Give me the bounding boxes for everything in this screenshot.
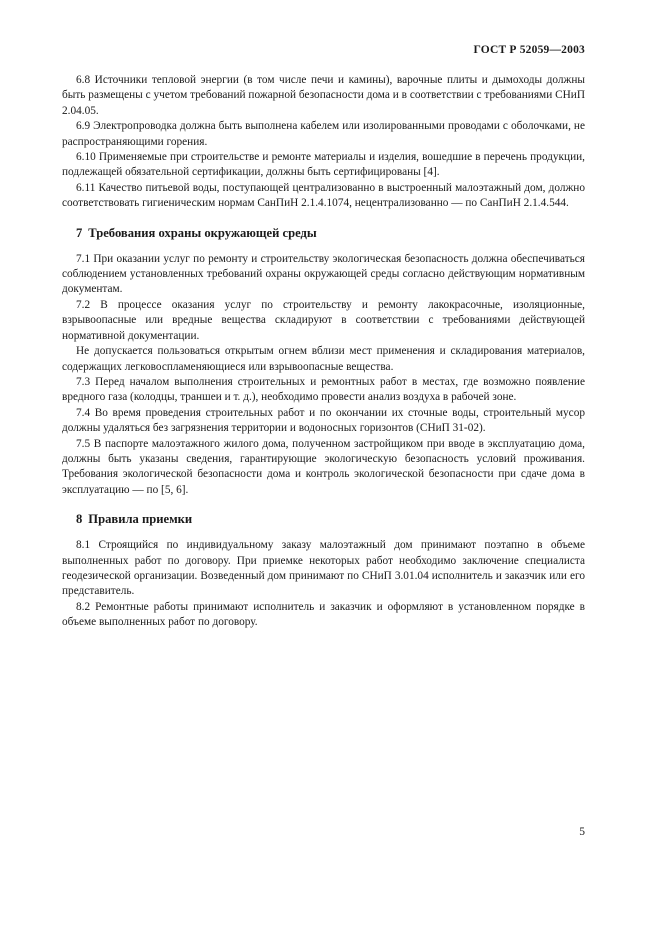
section-8-number: 8: [76, 512, 83, 527]
paragraph-6-8: 6.8 Источники тепловой энергии (в том числе печи и камины), варочные плиты и дымоходы должны быть размещены с учетом требований пожарной безопасности дома и в соответствии с требованиями СНиП 2.04.05.: [62, 74, 585, 117]
page-content: [62, 73, 585, 631]
page-number: 5: [579, 826, 585, 838]
section-8-heading: [62, 511, 585, 527]
paragraph-8-2: 8.2 Ремонтные работы принимают исполнитель и заказчик и оформляют в установленном порядке в объеме выполненных работ по договору.: [62, 600, 585, 629]
paragraph-7-5: 7.5 В паспорте малоэтажного жилого дома, полученном застройщиком при вводе в эксплуатацию дома, должны быть указаны сведения, гарантирующие экологическую безопасность условий проживания. Требования экологической безопасности дома и контроль экологической безопасности при сдаче дома в эксплуатацию — по [5, 6].: [62, 437, 585, 496]
paragraph-7-3: 7.3 Перед началом выполнения строительных и ремонтных работ в местах, где возможно появление вредного газа (колодцы, траншеи и т. д.), необходимо провести анализ воздуха в рабочей зоне.: [62, 375, 585, 404]
document-code-header: ГОСТ Р 52059—2003: [473, 44, 585, 56]
section-7-number: 7: [76, 225, 83, 240]
section-7-heading: [62, 225, 585, 241]
section-7-title: Требования охраны окружающей среды: [88, 225, 317, 240]
paragraph-6-9: 6.9 Электропроводка должна быть выполнена кабелем или изолированными проводами с оболочками, не распространяющими горения.: [62, 120, 585, 148]
paragraph-7-4: 7.4 Во время проведения строительных работ и по окончании их сточные воды, строительный мусор должны удаляться без загрязнения территории и водоносных горизонтов (СНиП 31-02).: [62, 406, 585, 435]
section-8-title: Правила приемки: [88, 512, 193, 527]
paragraph-6-11: 6.11 Качество питьевой воды, поступающей централизованно в выстроенный малоэтажный дом, должно соответствовать гигиеническим нормам СанПиН 2.1.4.1074, нецентрализованно — по СанПиН 2.1.4.544.: [62, 181, 585, 210]
paragraph-7-1: 7.1 При оказании услуг по ремонту и строительству экологическая безопасность должна обеспечиваться соблюдением установленных требований охраны окружающей среды согласно действующим нормативным документам.: [62, 252, 585, 296]
paragraph-8-1: 8.1 Строящийся по индивидуальному заказу малоэтажный дом принимают поэтапно в объеме выполненных работ по договору. При приемке некоторых работ необходимо заключение специалиста геодезической организации. Возведенный дом принимают по СНиП 3.01.04 исполнитель и заказчик или его представитель.: [62, 539, 585, 598]
paragraph-7-2: 7.2 В процессе оказания услуг по строительству и ремонту лакокрасочные, изоляционные, взрывоопасные или вредные вещества складируют в соответствии с требованиями действующей нормативной документации.: [62, 298, 585, 342]
paragraph-6-10: 6.10 Применяемые при строительстве и ремонте материалы и изделия, вошедшие в перечень продукции, подлежащей обязательной сертификации, должны быть сертифицированы [4].: [62, 151, 585, 179]
paragraph-7-2-note: Не допускается пользоваться открытым огнем вблизи мест применения и складирования материалов, содержащих легковоспламеняющиеся или взрывоопасные вещества.: [62, 345, 585, 373]
